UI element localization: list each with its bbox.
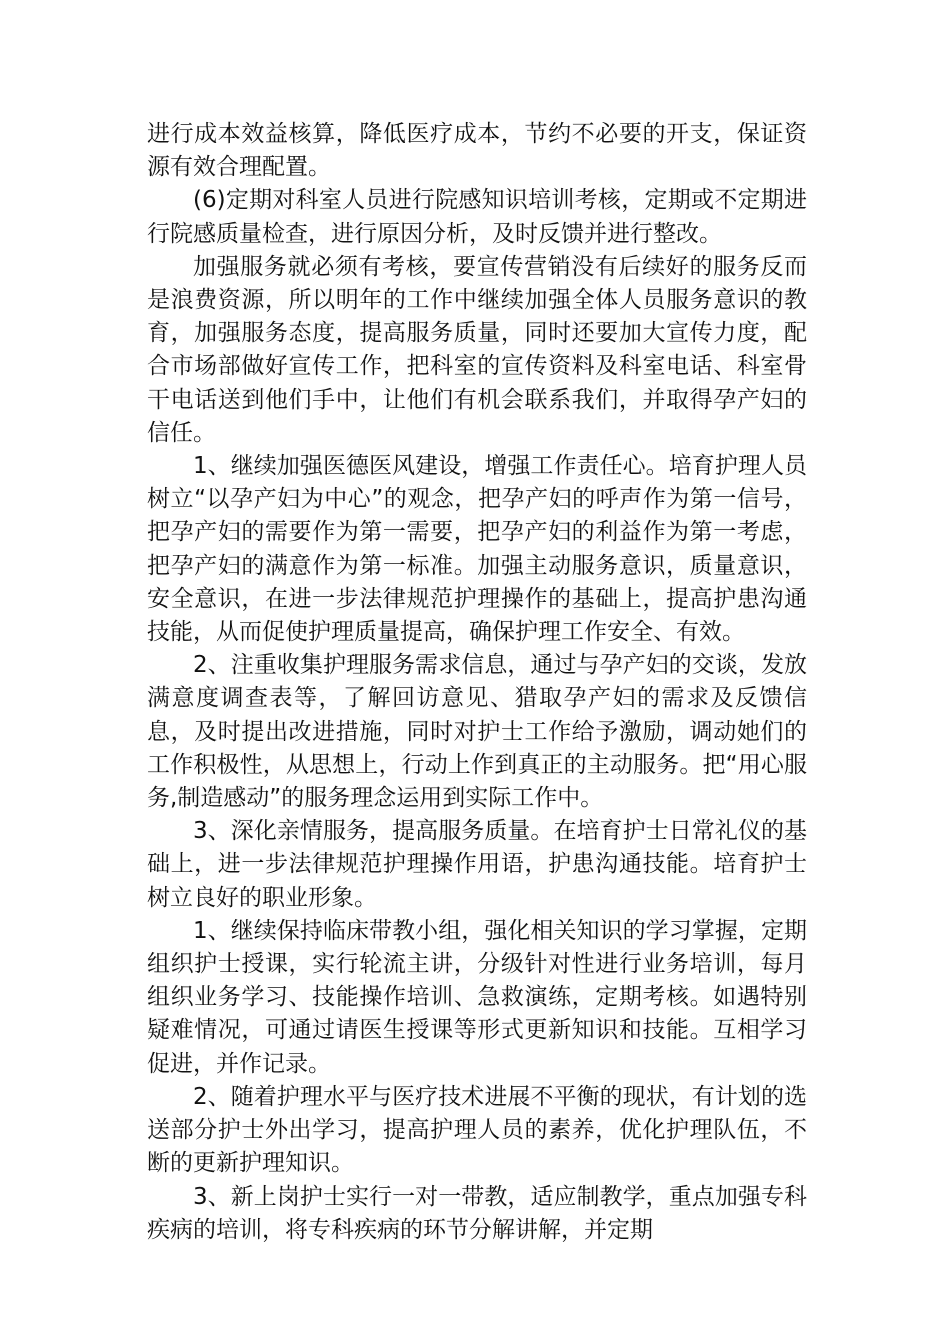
paragraph-family-care: 3、深化亲情服务，提高服务质量。在培育护士日常礼仪的基础上，进一步法律规范护理操作用语，护患沟通技能。培育护士树立良好的职业形象。 [147,818,807,911]
paragraph-new-nurse-mentoring: 3、新上岗护士实行一对一带教，适应制教学，重点加强专科疾病的培训，将专科疾病的环节分解讲解，并定期 [147,1183,807,1243]
paragraph-service-assessment: 加强服务就必须有考核，要宣传营销没有后续好的服务反而是浪费资源，所以明年的工作中继续加强全体人员服务意识的教育，加强服务态度，提高服务质量，同时还要加大宣传力度，配合市场部做好宣传工作，把科室的宣传资料及科室电话、科室骨干电话送到他们手中，让他们有机会联系我们，并取得孕产妇的信任。 [147,253,807,446]
paragraph-clinical-teaching: 1、继续保持临床带教小组，强化相关知识的学习掌握，定期组织护士授课，实行轮流主讲，分级针对性进行业务培训，每月组织业务学习、技能操作培训、急救演练，定期考核。如遇特别疑难情况，可通过请医生授课等形式更新知识和技能。互相学习促进，并作记录。 [147,917,807,1077]
paragraph-cost-control: 进行成本效益核算，降低医疗成本，节约不必要的开支，保证资源有效合理配置。 [147,121,807,181]
paragraph-external-study: 2、随着护理水平与医疗技术进展不平衡的现状，有计划的选送部分护士外出学习，提高护理人员的素养，优化护理队伍，不断的更新护理知识。 [147,1083,807,1177]
paragraph-service-needs: 2、注重收集护理服务需求信息，通过与孕产妇的交谈，发放满意度调查表等，了解回访意见、猎取孕产妇的需求及反馈信息，及时提出改进措施，同时对护士工作给予激励，调动她们的工作积极性，从思想上，行动上作到真正的主动服务。把“用心服务,制造感动”的服务理念运用到实际工作中。 [147,652,807,812]
document-body [147,118,807,1247]
paragraph-infection-training: (6)定期对科室人员进行院感知识培训考核，定期或不定期进行院感质量检查，进行原因分析，及时反馈并进行整改。 [147,187,807,247]
paragraph-medical-ethics: 1、继续加强医德医风建设，增强工作责任心。培育护理人员树立“以孕产妇为中心”的观念，把孕产妇的呼声作为第一信号，把孕产妇的需要作为第一需要，把孕产妇的利益作为第一考虑，把孕产妇的满意作为第一标准。加强主动服务意识，质量意识，安全意识，在进一步法律规范护理操作的基础上，提高护患沟通技能，从而促使护理质量提高，确保护理工作安全、有效。 [147,453,807,646]
